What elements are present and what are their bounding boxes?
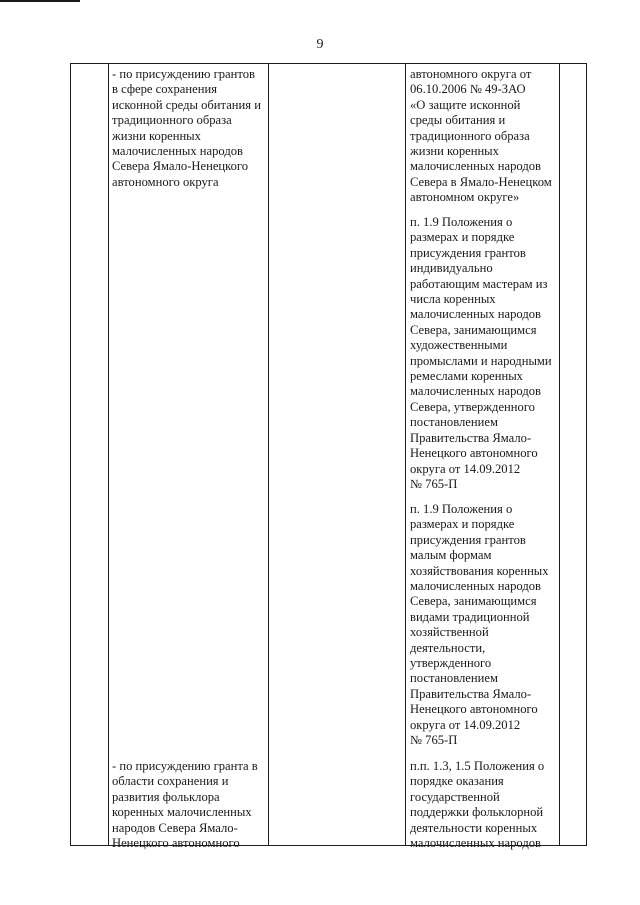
- activity-cell-grants-habitat: - по присуждению грантов в сфере сохранения исконной среды обитания и традиционного образа жизни коренных малочисленных народов Севера Ямало-Ненецкого автономного округа: [112, 67, 261, 189]
- basis-cell-regulation-masters: п. 1.9 Положения о размерах и порядке присуждения грантов индивидуально работающим мастерам из числа коренных малочисленных народов Севера, занимающимся художественными промыслами и народными ремеслами коренных малочисленных народов Севера, утвержденного постановлением Правительства Ямало- Ненецкого автономного округа от 14.09.2012 № 765-П: [410, 215, 552, 491]
- basis-cell-regulation-small-forms: п. 1.9 Положения о размерах и порядке присуждения грантов малым формам хозяйствования коренных малочисленных народов Севера, занимающимся видами традиционной хозяйственной деятельности, утвержденного постановлением Правительства Ямало- Ненецкого автономного округа от 14.09.2012 № 765-П: [410, 502, 549, 748]
- basis-cell-law-reference: автономного округа от 06.10.2006 № 49-ЗАО «О защите исконной среды обитания и традиционного образа жизни коренных малочисленных народов Севера в Ямало-Ненецком автономном округе»: [410, 67, 552, 205]
- basis-cell-folklore-regulation: п.п. 1.3, 1.5 Положения о порядке оказания государственной поддержки фольклорной деятельности коренных малочисленных народов: [410, 759, 545, 851]
- column-divider: [108, 64, 109, 845]
- column-divider: [268, 64, 269, 845]
- document-table: [70, 63, 587, 851]
- activity-cell-grant-folklore: - по присуждению гранта в области сохранения и развития фольклора коренных малочисленных народов Севера Ямало- Ненецкого автономного: [112, 759, 258, 851]
- column-divider: [405, 64, 406, 845]
- page-number: 9: [316, 37, 324, 52]
- column-divider: [559, 64, 560, 845]
- corner-mark: [0, 0, 80, 2]
